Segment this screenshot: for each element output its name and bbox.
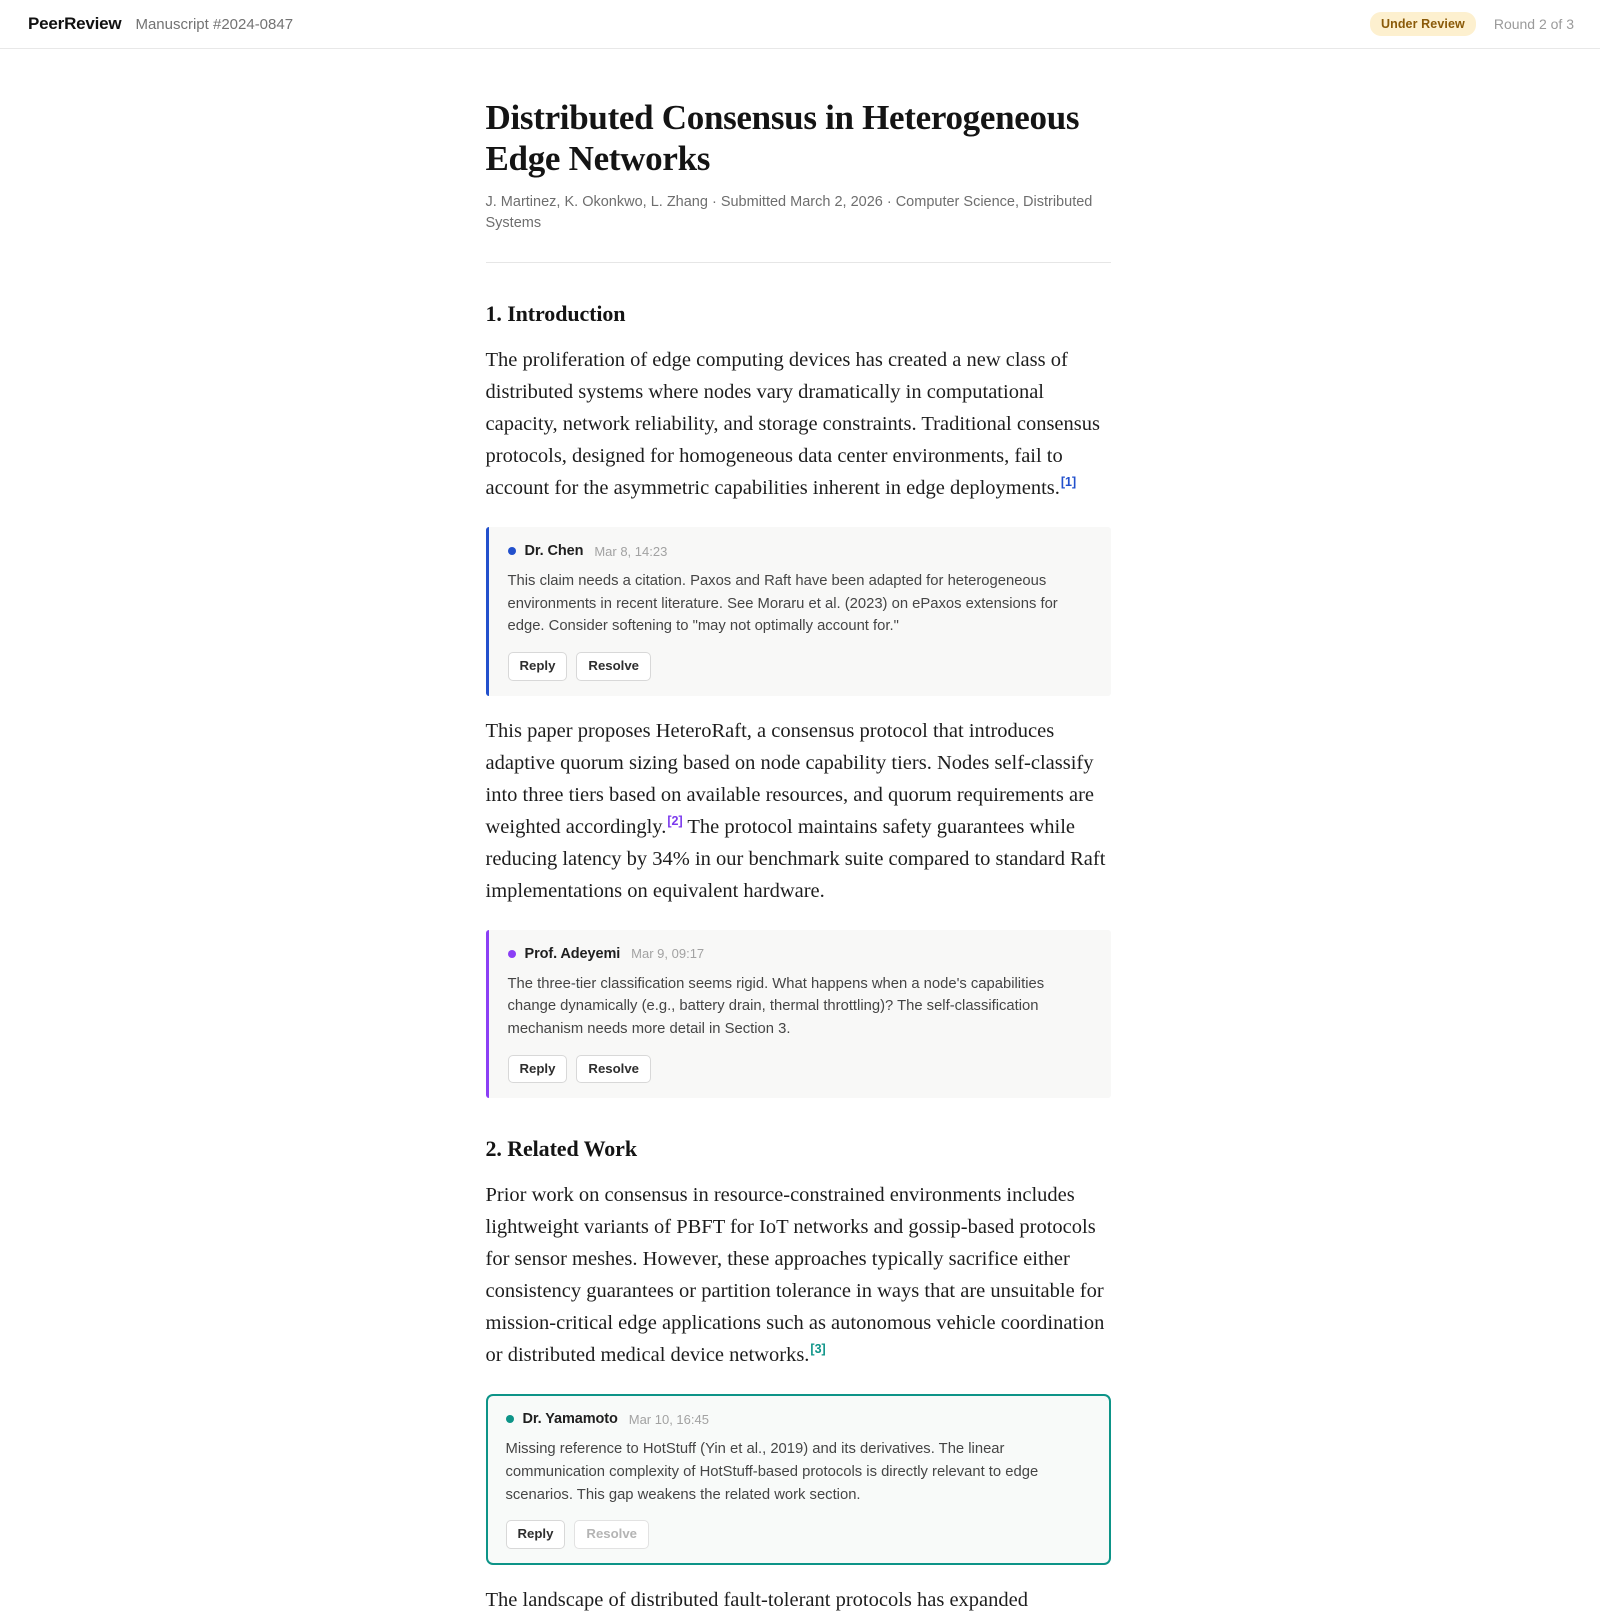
manuscript-article: [486, 49, 1111, 1617]
reviewer-status-dot-icon: [508, 547, 516, 555]
comment-actions: [506, 1520, 1092, 1549]
section-heading-related-work: 2. Related Work: [485, 1136, 637, 1162]
paragraph-related-1: [486, 1180, 1111, 1372]
manuscript-meta: J. Martinez, K. Okonkwo, L. Zhang · Submitted March 2, 2026 · Computer Science, Distributed Systems: [485, 194, 1093, 231]
review-comment-adeyemi[interactable]: [486, 930, 1111, 1099]
paragraph-text: Prior work on consensus in resource-constrained environments includes lightweight variants of PBFT for IoT networks and gossip-based protocols for sensor meshes. However, these approaches typically sacrifice either consistency guarantees or partition tolerance in ways that are unsuitable for mission-critical edge applications such as autonomous vehicle coordination or distributed medical device networks.: [485, 1184, 1105, 1367]
comment-author: Prof. Adeyemi: [524, 945, 621, 962]
paragraph-text-a: This paper proposes HeteroRaft, a consensus protocol that introduces adaptive quorum sizing based on node capability tiers. Nodes self-classify into three tiers based on available resources, and quorum requirements are weighted accordingly.: [485, 719, 1095, 838]
reviewer-status-dot-icon: [508, 950, 516, 958]
comment-body: The three-tier classification seems rigid. What happens when a node's capabilities change dynamically (e.g., battery drain, thermal throttling)? The self-classification mechanism needs more detail in Section 3.: [507, 975, 1045, 1037]
comment-timestamp: Mar 10, 16:45: [628, 1411, 709, 1427]
manuscript-id: Manuscript #2024-0847: [135, 15, 294, 33]
citation-ref-3[interactable]: [3]: [810, 1342, 826, 1357]
comment-header: [506, 1411, 1092, 1427]
reply-button[interactable]: Reply: [506, 1520, 566, 1549]
resolve-button[interactable]: Resolve: [576, 652, 651, 681]
page-container: [0, 49, 1600, 1617]
header-divider: [486, 262, 1111, 263]
comment-body: This claim needs a citation. Paxos and Raft have been adapted for heterogeneous environments in recent literature. See Moraru et al. (2023) on ePaxos extensions for edge. Consider softening to "may not optimally account for.": [507, 573, 1058, 635]
comment-body: Missing reference to HotStuff (Yin et al., 2019) and its derivatives. The linear communication complexity of HotStuff-based protocols is directly relevant to edge scenarios. This gap weakens the related work section.: [505, 1441, 1039, 1503]
reviewer-status-dot-icon: [506, 1415, 514, 1423]
status-badge: Under Review: [1370, 12, 1476, 36]
paragraph-intro-2: [486, 716, 1111, 908]
paragraph-related-2: The landscape of distributed fault-tolerant protocols has expanded: [485, 1588, 1028, 1611]
comment-header: [508, 543, 1093, 559]
page-title: Distributed Consensus in Heterogeneous Edge Networks: [485, 98, 1080, 178]
resolve-button: Resolve: [574, 1520, 649, 1549]
comment-header: [508, 946, 1093, 962]
reply-button[interactable]: Reply: [508, 1055, 568, 1084]
citation-ref-2[interactable]: [2]: [667, 813, 683, 828]
resolve-button[interactable]: Resolve: [576, 1055, 651, 1084]
paragraph-text-b: The protocol maintains safety guarantees while reducing latency by 34% in our benchmark suite compared to standard Raft implementations on equivalent hardware.: [485, 815, 1106, 902]
review-round-label: Round 2 of 3: [1493, 16, 1574, 32]
review-comment-chen[interactable]: [486, 527, 1111, 696]
section-heading-introduction: 1. Introduction: [485, 301, 626, 327]
header-right-group: [1370, 12, 1574, 36]
citation-ref-1[interactable]: [1]: [1060, 475, 1077, 490]
comment-timestamp: Mar 9, 09:17: [631, 946, 705, 962]
comment-timestamp: Mar 8, 14:23: [594, 543, 668, 559]
reply-button[interactable]: Reply: [508, 652, 568, 681]
comment-author: Dr. Yamamoto: [522, 1411, 618, 1428]
comment-actions: [508, 652, 1093, 681]
comment-author: Dr. Chen: [524, 543, 584, 560]
comment-actions: [508, 1055, 1093, 1084]
paragraph-text: The proliferation of edge computing devices has created a new class of distributed systems where nodes vary dramatically in computational capacity, network reliability, and storage constraints. Traditional consensus protocols, designed for homogeneous data center environments, fail to account for the asymmetric capabilities inherent in edge deployments.: [485, 349, 1100, 500]
review-comment-yamamoto[interactable]: [486, 1394, 1111, 1565]
paragraph-intro-1: [486, 345, 1111, 505]
app-header: [0, 0, 1600, 49]
app-brand: PeerReview: [28, 14, 122, 33]
